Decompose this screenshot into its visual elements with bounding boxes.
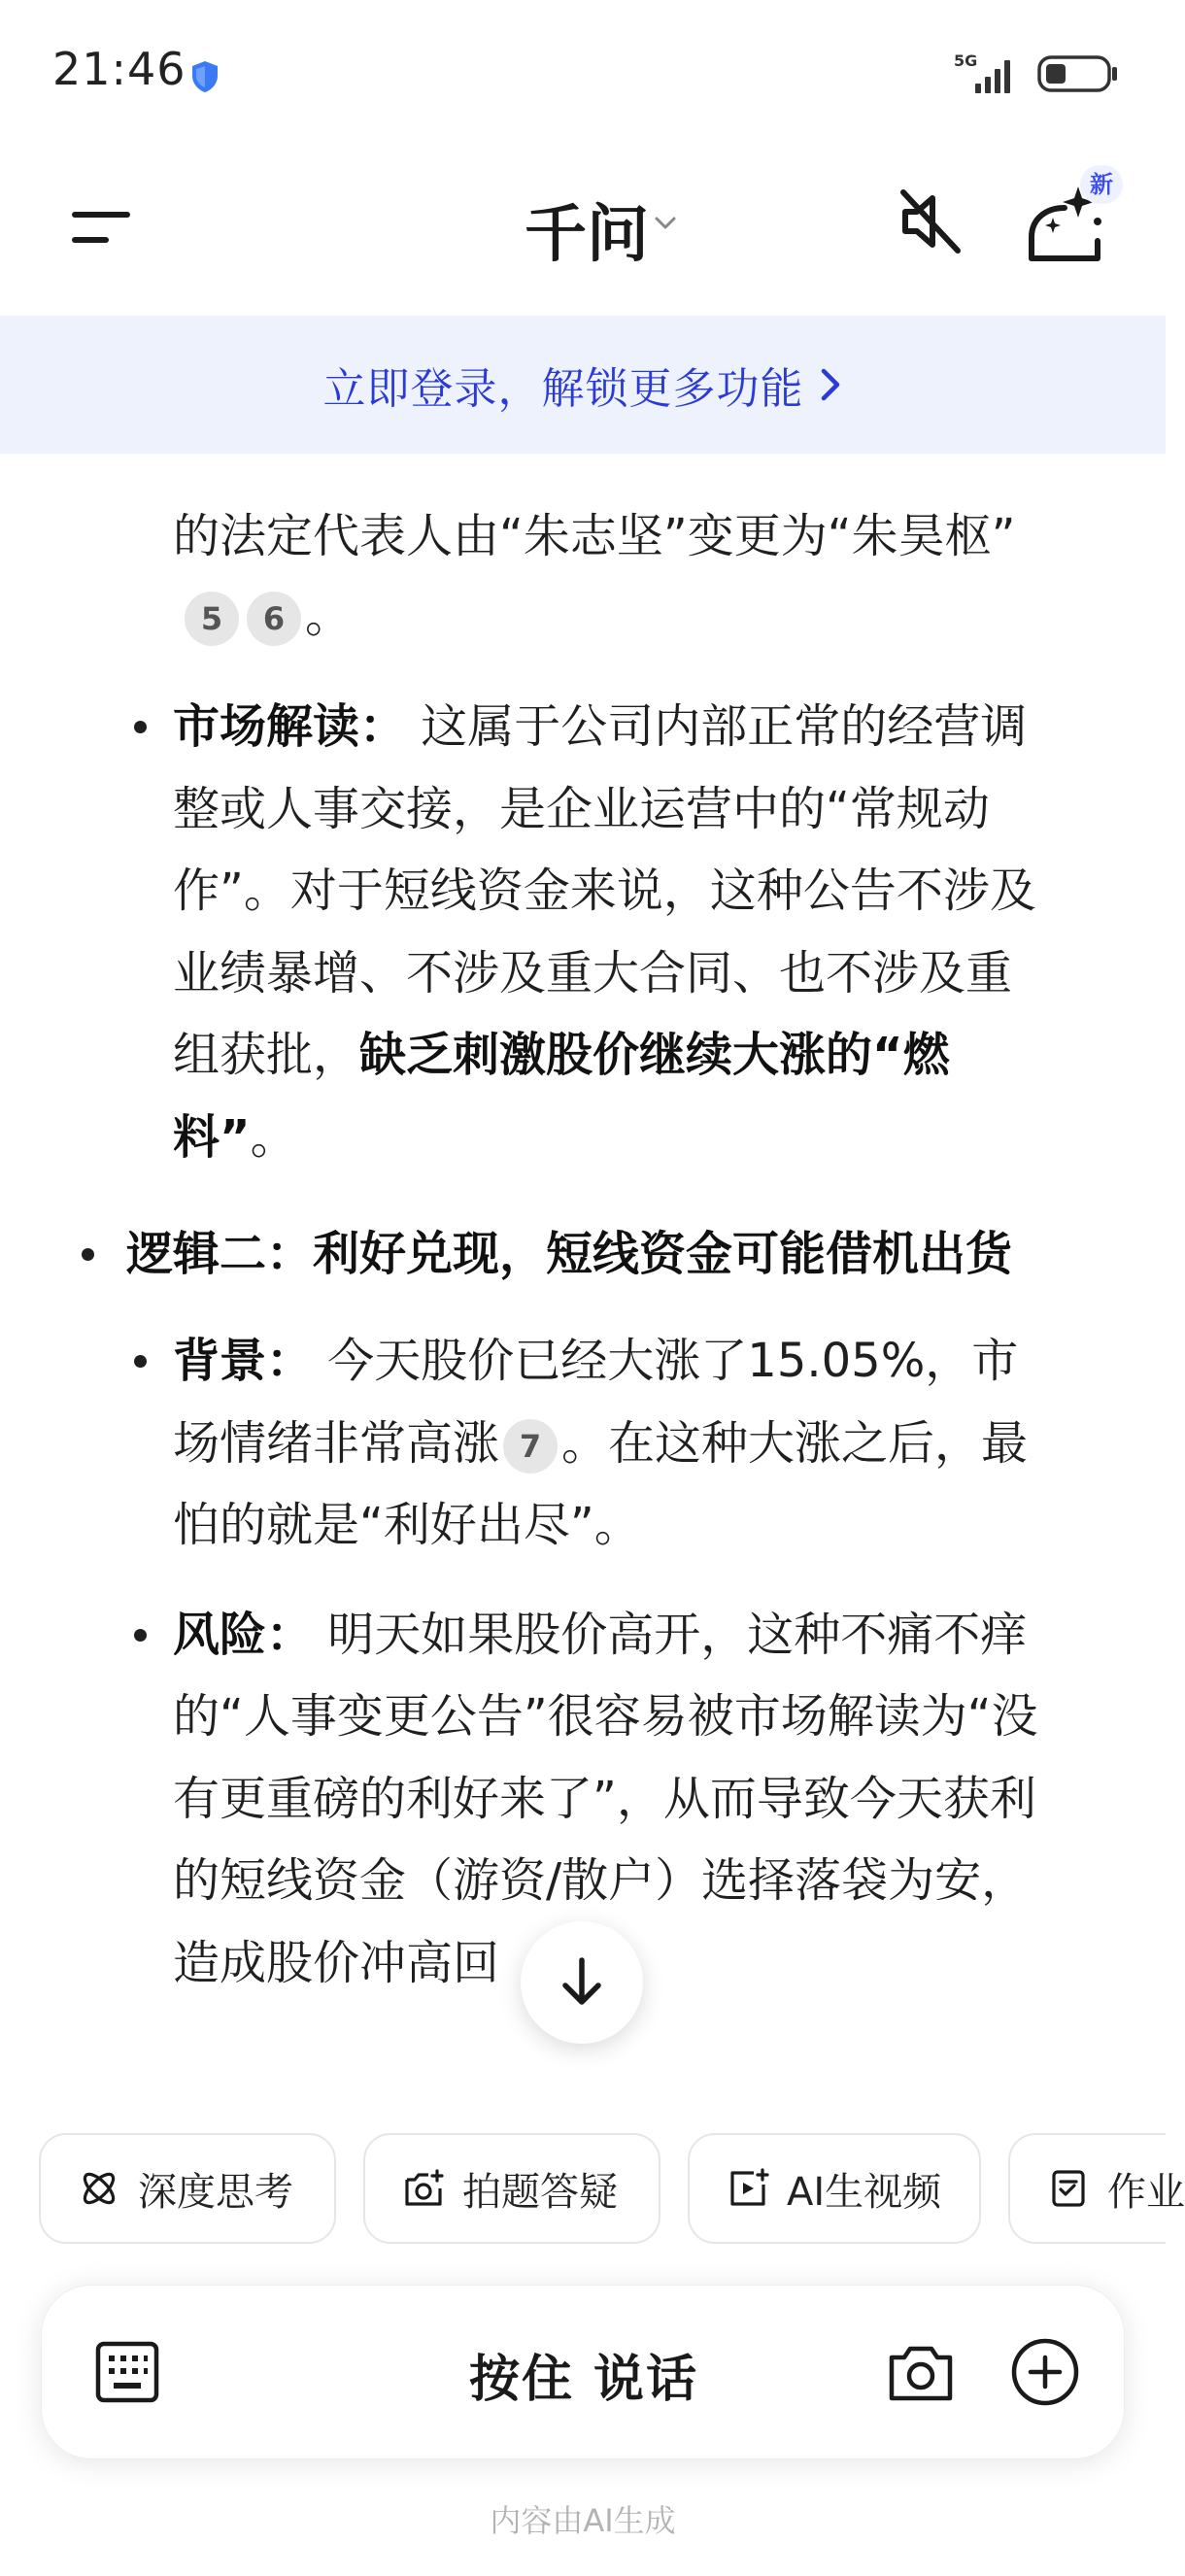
arrow-down-icon <box>558 1956 606 2009</box>
ai-generated-note: 内容由AI生成 <box>490 2502 676 2539</box>
hold-to-talk-button[interactable]: 按住 说话 <box>468 2351 699 2409</box>
voice-input-bar <box>41 2285 1125 2459</box>
paragraph-line: 造成股价冲高回 <box>173 1936 500 1990</box>
camera-plus-icon <box>402 2167 445 2210</box>
answer-content <box>0 454 1166 2085</box>
login-banner[interactable] <box>0 316 1166 454</box>
citation-line <box>181 587 352 646</box>
chip-photo-question[interactable] <box>363 2133 660 2244</box>
market-label: 市场解读： <box>173 699 407 754</box>
paragraph-line <box>173 1414 1028 1474</box>
market-emphasis: 缺乏刺激股价继续大涨的“燃 <box>359 1028 950 1082</box>
app-title[interactable]: 千问 <box>525 199 649 271</box>
menu-icon[interactable] <box>68 202 134 253</box>
signal-icon <box>954 51 1024 97</box>
background-text: 今天股价已经大涨了15.05%，市 <box>327 1334 1019 1388</box>
document-check-icon <box>1047 2167 1090 2210</box>
scroll-to-bottom-button[interactable] <box>521 1921 643 2044</box>
atom-icon <box>78 2167 120 2210</box>
chip-homework[interactable] <box>1008 2133 1185 2244</box>
market-text: 组获批， <box>173 1028 360 1082</box>
punctuation: 。 <box>305 589 353 643</box>
plus-circle-icon[interactable] <box>1009 2336 1081 2408</box>
paragraph-line: 整或人事交接，是企业运营中的“常规动 <box>173 782 990 836</box>
bullet-dot <box>134 1355 147 1368</box>
mute-icon[interactable] <box>892 183 969 260</box>
paragraph-line: 有更重磅的利好来了”，从而导致今天获利 <box>173 1772 1036 1826</box>
risk-text: 明天如果股价高开，这种不痛不痒 <box>327 1608 1028 1662</box>
chip-ai-video[interactable] <box>688 2133 981 2244</box>
paragraph-line: 作”。对于短线资金来说，这种公告不涉及 <box>173 864 1036 918</box>
chip-label: 拍题答疑 <box>462 2169 618 2215</box>
status-time: 21:46 <box>52 43 186 95</box>
top-app-bar <box>0 146 1166 316</box>
paragraph-line <box>173 1108 297 1167</box>
citation-badge[interactable]: 5 <box>185 592 239 646</box>
paragraph-line: 的短线资金（游资/散户）选择落袋为安， <box>173 1853 1029 1908</box>
paragraph-line: 的法定代表人由“朱志坚”变更为“朱昊枢” <box>173 509 1016 563</box>
paragraph-line: 的“人事变更公告”很容易被市场解读为“没 <box>173 1689 1038 1744</box>
chevron-right-icon[interactable] <box>818 365 843 404</box>
punctuation: 。 <box>250 1110 297 1165</box>
chip-label: 作业 <box>1107 2169 1185 2215</box>
citation-badge[interactable]: 7 <box>503 1419 558 1474</box>
citation-badge[interactable]: 6 <box>247 592 301 646</box>
new-badge: 新 <box>1080 165 1123 204</box>
paragraph-line: 业绩暴增、不涉及重大合同、也不涉及重 <box>173 946 1013 1000</box>
status-bar <box>0 0 1166 146</box>
background-text: 场情绪非常高涨 <box>173 1416 500 1471</box>
market-line: 这属于公司内部正常的经营调 <box>421 699 1028 754</box>
market-emphasis: 料” <box>173 1110 251 1165</box>
chevron-down-icon[interactable] <box>653 214 678 233</box>
network-label: 5G <box>954 51 978 70</box>
bullet-dot <box>134 721 147 733</box>
background-label: 背景： <box>173 1334 314 1388</box>
list-item-background <box>173 1332 1018 1390</box>
background-text: 。在这种大涨之后，最 <box>561 1416 1029 1471</box>
list-item-risk <box>173 1606 1027 1664</box>
login-banner-text[interactable]: 立即登录，解锁更多功能 <box>322 364 804 414</box>
paragraph-line: 怕的就是“利好出尽”。 <box>173 1498 641 1552</box>
paragraph-line <box>173 1026 950 1084</box>
shield-icon <box>190 60 220 93</box>
chip-label: AI生视频 <box>787 2169 942 2215</box>
camera-icon[interactable] <box>887 2340 955 2404</box>
bullet-dot <box>82 1248 94 1261</box>
section-heading: 逻辑二：利好兑现，短线资金可能借机出货 <box>126 1227 1013 1281</box>
list-item-market <box>173 697 1027 756</box>
chip-deep-thinking[interactable] <box>39 2133 336 2244</box>
chip-label: 深度思考 <box>138 2169 293 2215</box>
risk-label: 风险： <box>173 1608 314 1662</box>
battery-icon <box>1037 54 1119 93</box>
bullet-dot <box>134 1629 147 1642</box>
video-plus-icon <box>727 2167 769 2210</box>
